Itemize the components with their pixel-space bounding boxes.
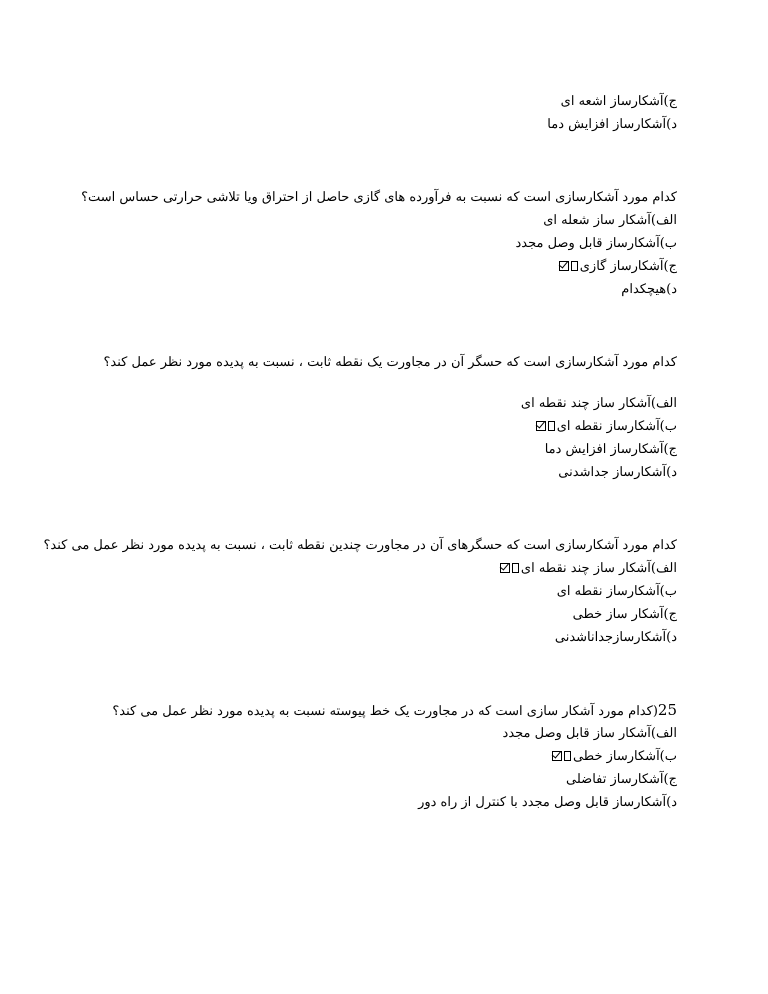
- option-d: د)آشکارساز افزایش دما: [547, 117, 677, 132]
- empty-box-icon: [564, 751, 571, 761]
- question-number: 25: [657, 701, 677, 719]
- option-label: ب)آشکارساز نقطه ای: [556, 419, 677, 434]
- question-body: (کدام مورد آشکار سازی است که در مجاورت یک خط پیوسته نسبت به پدیده مورد نظر عمل می کند؟: [112, 704, 658, 719]
- option-b: [112, 745, 677, 768]
- checkmark-icon: [559, 261, 569, 271]
- option-label: ب)آشکارساز خطی: [572, 749, 677, 764]
- option-b: ب)آشکارساز قابل وصل مجدد: [515, 236, 677, 251]
- spacer: [104, 374, 678, 392]
- option-d: د)آشکارسازجداناشدنی: [554, 630, 677, 645]
- question-2: [104, 351, 678, 484]
- checkmark-icon: [536, 421, 546, 431]
- option-d: د)هیچکدام: [621, 282, 677, 297]
- option-label: الف)آشکار ساز چند نقطه ای: [520, 561, 677, 576]
- question-25: [112, 699, 677, 814]
- question-text: کدام مورد آشکارسازی است که حسگر آن در مجاورت یک نقطه ثابت ، نسبت به پدیده مورد نظر عمل کند؟: [103, 355, 677, 370]
- option-label: ج)آشکارساز گازی: [579, 259, 677, 274]
- top-options: [547, 90, 677, 136]
- option-d: د)آشکارساز جداشدنی: [558, 465, 677, 480]
- checkmark-icon: [500, 563, 510, 573]
- option-c: ج)آشکارساز تفاضلی: [566, 772, 677, 787]
- option-b: ب)آشکارساز نقطه ای: [556, 584, 677, 599]
- option-a: [44, 557, 677, 580]
- option-c: ج)آشکارساز افزایش دما: [544, 442, 677, 457]
- option-a: الف)آشکار ساز شعله ای: [543, 213, 677, 228]
- question-3: [44, 534, 677, 649]
- checkmark-icon: [552, 751, 562, 761]
- option-b: [104, 415, 678, 438]
- option-a: الف)آشکار ساز چند نقطه ای: [520, 396, 677, 411]
- option-a: الف)آشکار ساز قابل وصل مجدد: [502, 726, 677, 741]
- question-text: [112, 699, 677, 722]
- question-1: [81, 186, 677, 301]
- empty-box-icon: [512, 563, 519, 573]
- empty-box-icon: [571, 261, 578, 271]
- option-d: د)آشکارساز قابل وصل مجدد با کنترل از راه دور: [418, 795, 677, 810]
- empty-box-icon: [548, 421, 555, 431]
- option-c: ج)آشکار ساز خطی: [572, 607, 677, 622]
- option-c: ج)آشکارساز اشعه ای: [560, 94, 677, 109]
- question-text: کدام مورد آشکارسازی است که حسگرهای آن در مجاورت چندین نقطه ثابت ، نسبت به پدیده مورد نظر عمل می کند؟: [43, 538, 677, 553]
- question-text: کدام مورد آشکارسازی است که نسبت به فرآورده های گازی حاصل از احتراق ویا تلاشی حرارتی حساس است؟: [81, 190, 677, 205]
- option-c: [81, 255, 677, 278]
